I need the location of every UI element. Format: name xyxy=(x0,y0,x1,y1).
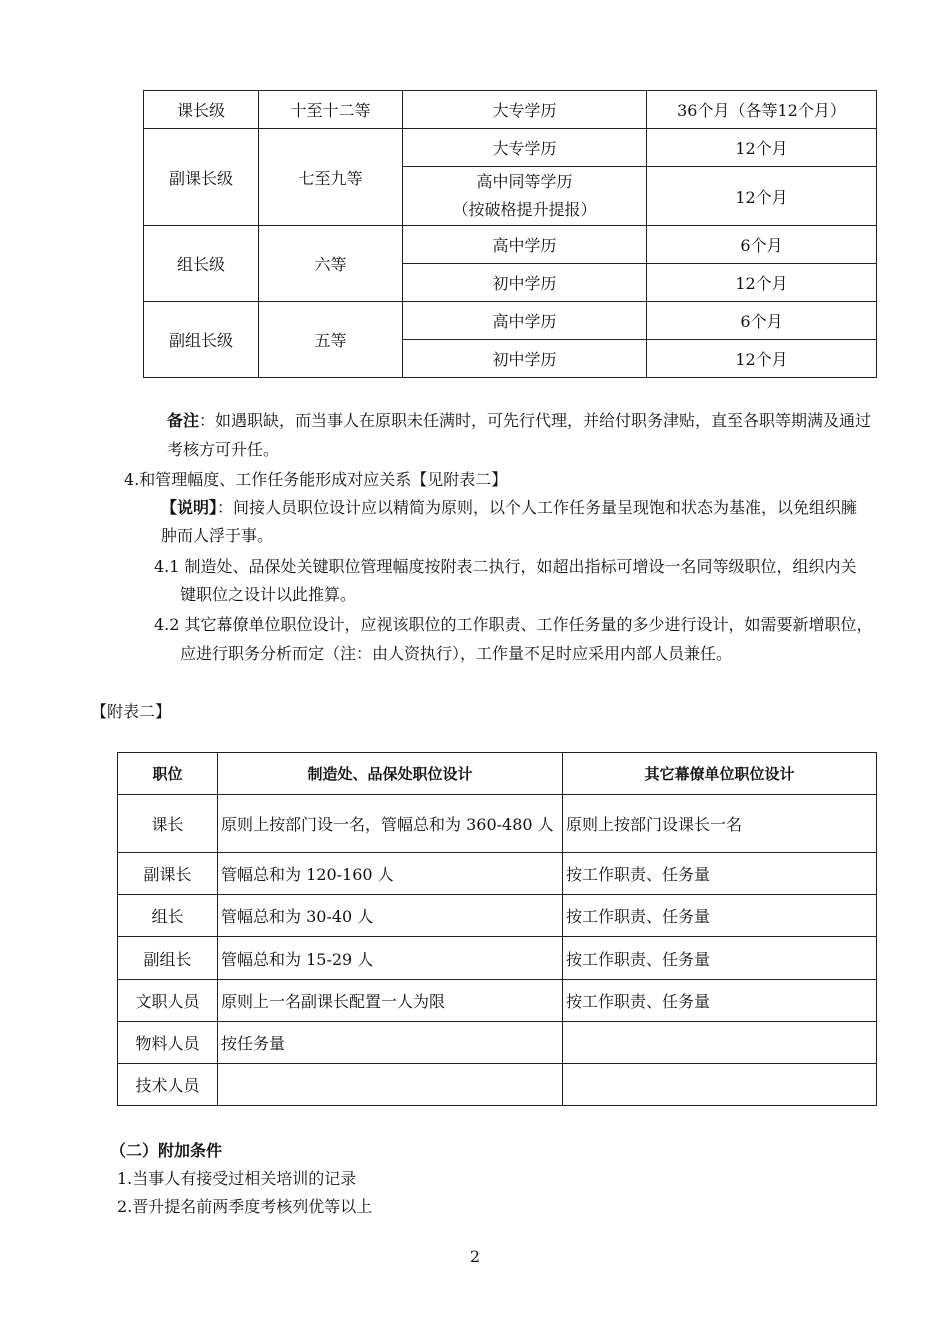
period-cell: 12个月 xyxy=(647,264,877,302)
header-manufacturing: 制造处、品保处职位设计 xyxy=(218,753,563,795)
section2-item1: 1.当事人有接受过相关培训的记录 xyxy=(117,1169,357,1188)
section2-item2: 2.晋升提名前两季度考核列优等以上 xyxy=(117,1197,373,1216)
position-cell: 文职人员 xyxy=(118,980,218,1022)
manufacturing-cell xyxy=(218,1064,563,1106)
staff-cell: 按工作职责、任务量 xyxy=(563,895,877,937)
item41-line-1: 4.1 制造处、品保处关键职位管理幅度按附表二执行，如超出指标可增设一名同等级职位，组织内关 xyxy=(154,557,857,576)
table-row xyxy=(118,795,877,853)
period-cell: 12个月 xyxy=(647,340,877,378)
education-cell xyxy=(403,167,647,226)
position-cell: 组长 xyxy=(118,895,218,937)
note-label: 备注 xyxy=(167,411,200,430)
appendix-title: 【附表二】 xyxy=(91,702,172,721)
manufacturing-cell: 原则上一名副课长配置一人为限 xyxy=(218,980,563,1022)
header-position: 职位 xyxy=(118,753,218,795)
manufacturing-cell: 管幅总和为 120-160 人 xyxy=(218,853,563,895)
level-cell: 课长级 xyxy=(144,91,259,129)
education-cell: 大专学历 xyxy=(403,91,647,129)
manufacturing-cell: 管幅总和为 30-40 人 xyxy=(218,895,563,937)
position-cell: 副课长 xyxy=(118,853,218,895)
education-cell: 高中学历 xyxy=(403,226,647,264)
page-number: 2 xyxy=(469,1247,481,1266)
staff-cell: 按工作职责、任务量 xyxy=(563,980,877,1022)
education-cell: 初中学历 xyxy=(403,264,647,302)
position-design-table xyxy=(117,752,877,1106)
education-cell: 大专学历 xyxy=(403,129,647,167)
education-cell: 高中学历 xyxy=(403,302,647,340)
grade-cell: 十至十二等 xyxy=(259,91,403,129)
note-line-2: 考核方可升任。 xyxy=(167,440,280,459)
education-line: 高中同等学历 xyxy=(476,172,573,191)
manufacturing-cell: 原则上按部门设一名，管幅总和为 360-480 人 xyxy=(218,795,563,853)
manufacturing-cell: 管幅总和为 15-29 人 xyxy=(218,937,563,980)
education-cell: 初中学历 xyxy=(403,340,647,378)
table-row xyxy=(144,91,877,129)
staff-cell: 原则上按部门设课长一名 xyxy=(563,795,877,853)
table-row xyxy=(144,302,877,340)
grade-cell: 六等 xyxy=(259,226,403,302)
table-row xyxy=(118,980,877,1022)
item42-line-2: 应进行职务分析而定（注：由人资执行），工作量不足时应采用内部人员兼任。 xyxy=(180,644,733,663)
level-cell: 组长级 xyxy=(144,226,259,302)
period-cell: 12个月 xyxy=(647,129,877,167)
table-row xyxy=(144,226,877,264)
position-cell: 物料人员 xyxy=(118,1022,218,1064)
table-row xyxy=(118,1022,877,1064)
item42-line-1: 4.2 其它幕僚单位职位设计，应视该职位的工作职责、工作任务量的多少进行设计，如需要新增职位， xyxy=(154,615,873,634)
item4-title: 4.和管理幅度、工作任务能形成对应关系【见附表二】 xyxy=(124,470,508,489)
table-row xyxy=(118,895,877,937)
explain-line-1 xyxy=(161,494,857,522)
period-cell: 12个月 xyxy=(647,167,877,226)
level-cell: 副组长级 xyxy=(144,302,259,378)
period-cell: 6个月 xyxy=(647,226,877,264)
promotion-period-table xyxy=(143,90,877,378)
explain-label: 【说明】 xyxy=(161,498,218,517)
grade-cell: 五等 xyxy=(259,302,403,378)
position-cell: 课长 xyxy=(118,795,218,853)
staff-cell: 按工作职责、任务量 xyxy=(563,853,877,895)
table-row xyxy=(118,1064,877,1106)
item41-line-2: 键职位之设计以此推算。 xyxy=(180,585,357,604)
table-row xyxy=(118,937,877,980)
note-line-1 xyxy=(167,407,871,435)
explain-line-2: 肿而人浮于事。 xyxy=(161,526,274,545)
table-header-row xyxy=(118,753,877,795)
manufacturing-cell: 按任务量 xyxy=(218,1022,563,1064)
staff-cell xyxy=(563,1022,877,1064)
staff-cell: 按工作职责、任务量 xyxy=(563,937,877,980)
header-staff-units: 其它幕僚单位职位设计 xyxy=(563,753,877,795)
note-text: ：如遇职缺，而当事人在原职未任满时，可先行代理，并给付职务津贴，直至各职等期满及通过 xyxy=(199,411,872,430)
table-row xyxy=(144,129,877,167)
level-cell: 副课长级 xyxy=(144,129,259,226)
staff-cell xyxy=(563,1064,877,1106)
period-cell: 6个月 xyxy=(647,302,877,340)
table-row xyxy=(118,853,877,895)
position-cell: 技术人员 xyxy=(118,1064,218,1106)
grade-cell: 七至九等 xyxy=(259,129,403,226)
period-cell: 36个月（各等12个月） xyxy=(647,91,877,129)
education-note: （按破格提升提报） xyxy=(452,200,597,219)
section2-title: （二）附加条件 xyxy=(110,1141,223,1160)
position-cell: 副组长 xyxy=(118,937,218,980)
explain-text: ：间接人员职位设计应以精简为原则，以个人工作任务量呈现饱和状态为基准，以免组织臃 xyxy=(217,498,858,517)
